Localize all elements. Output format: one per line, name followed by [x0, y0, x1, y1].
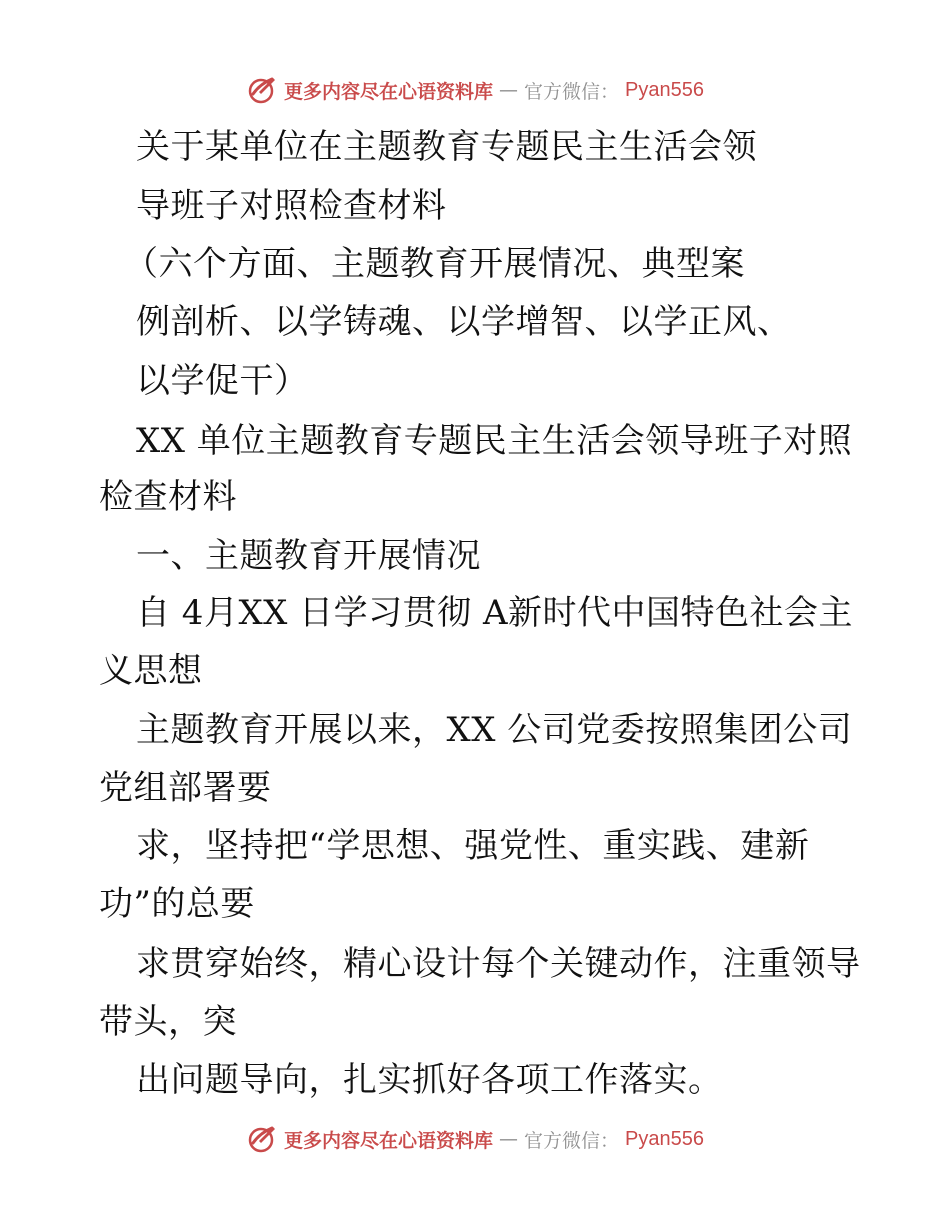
watermark-separator: — [499, 79, 519, 101]
text-line: 主题教育开展以来，XX 公司党委按照集团公司 [136, 710, 853, 750]
watermark-wechat-id: Pyan556 [625, 78, 704, 101]
text-line: 出问题导向，扎实抓好各项工作落实。 [136, 1060, 723, 1100]
watermark-brand: 更多内容尽在心语资料库 [284, 1129, 494, 1152]
text-line: 义思想 [99, 651, 203, 691]
text-line: （六个方面、主题教育开展情况、典型案 [124, 244, 745, 284]
text-line: 求贯穿始终，精心设计每个关键动作，注重领导 [136, 944, 861, 984]
text-line: 自 4月XX 日学习贯彻 A新时代中国特色社会主 [136, 593, 854, 633]
watermark-wechat-id: Pyan556 [625, 1127, 704, 1150]
text-line: 功”的总要 [99, 884, 255, 924]
text-line: 党组部署要 [99, 768, 272, 808]
text-line: 关于某单位在主题教育专题民主生活会领 [136, 127, 757, 167]
watermark-separator: — [499, 1128, 519, 1150]
header-watermark [0, 70, 950, 110]
pen-swirl-logo-icon [246, 1123, 278, 1155]
text-line: 求，坚持把“学思想、强党性、重实践、建新 [136, 826, 810, 866]
watermark-brand: 更多内容尽在心语资料库 [284, 80, 494, 103]
text-line: 带头，突 [99, 1002, 237, 1042]
watermark-contact-label: 官方微信： [524, 1129, 620, 1152]
section-heading: 一、主题教育开展情况 [136, 536, 481, 576]
pen-swirl-logo-icon [246, 74, 278, 106]
text-line: 例剖析、以学铸魂、以学增智、以学正风、 [136, 302, 792, 342]
watermark-contact-label: 官方微信： [524, 80, 620, 103]
text-line: 以学促干） [136, 361, 309, 401]
text-line: 导班子对照检查材料 [136, 186, 447, 226]
text-line: XX 单位主题教育专题民主生活会领导班子对照 [136, 421, 853, 461]
text-line: 检查材料 [99, 477, 237, 517]
footer-watermark [0, 1119, 950, 1159]
